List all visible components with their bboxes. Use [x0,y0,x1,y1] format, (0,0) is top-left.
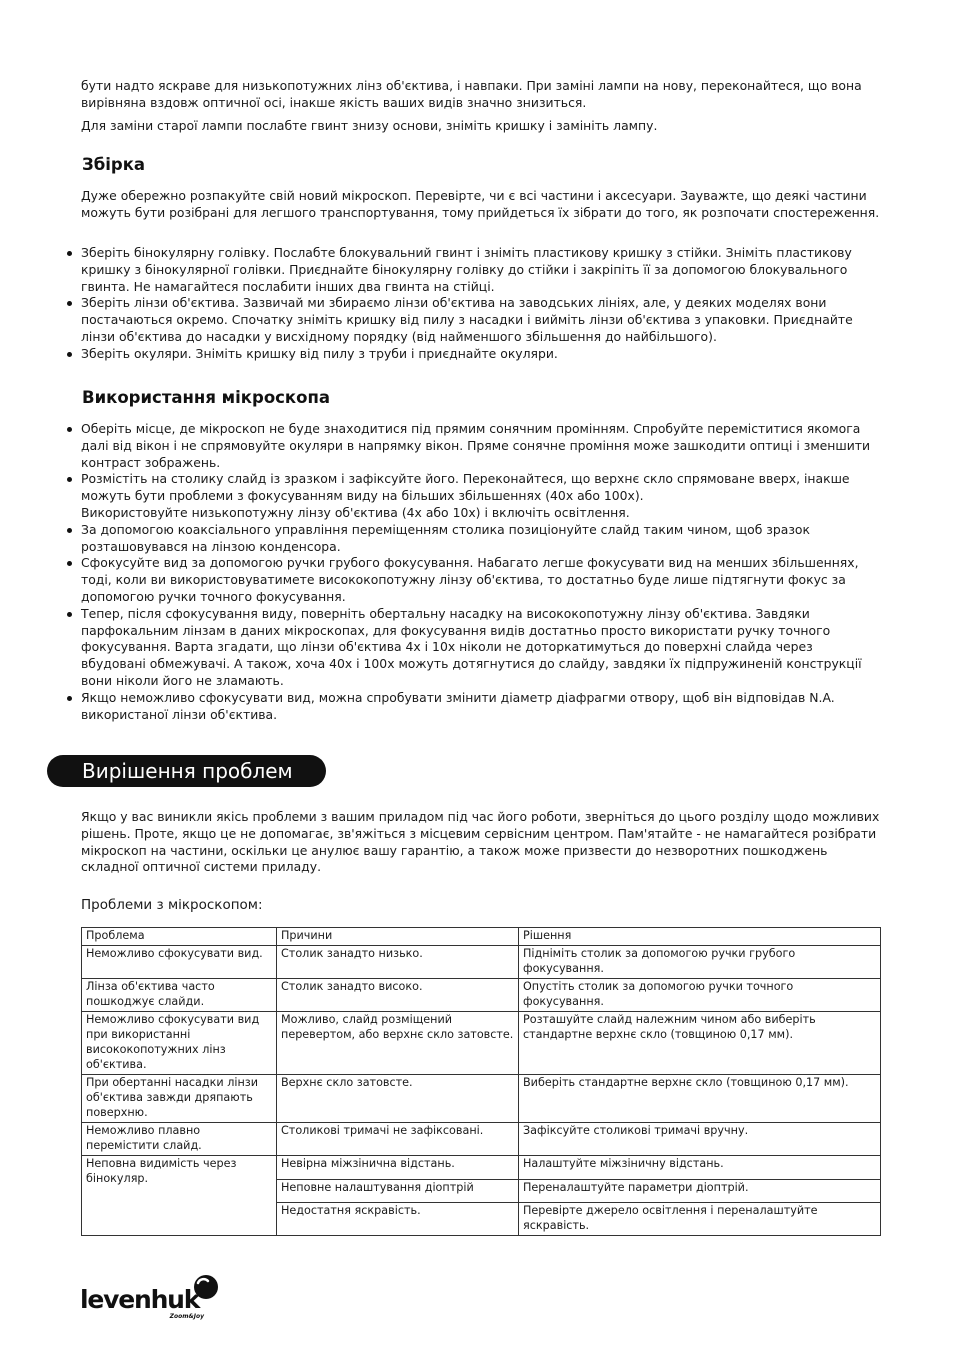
assembly-list [81,245,881,363]
table-row [82,946,881,979]
solution-cell: Зафіксуйте столикові тримачі вручну. [519,1123,881,1156]
header-cell: Рішення [519,928,881,946]
cause-cell: Недостатня яскравість. [277,1203,519,1236]
cause-cell: Столикові тримачі не зафіксовані. [277,1123,519,1156]
list-item: Розмістіть на столику слайд із зразком і зафіксуйте його. Переконайтеся, що верхнє скло спрямоване вверх, інакше можуть бути проблеми з фокусуванням виду на більших збільшеннях (40x або 100x). [81,471,881,505]
cause-cell: Невірна міжзінична відстань. [277,1156,519,1180]
assembly-paragraph: Дуже обережно розпакуйте свій новий мікроскоп. Перевірте, чи є всі частини і аксесуари. Зауважте, що деякі частини можуть бути розібрані для легшого транспортування, тому прийдеться їх зібрати до того, як розпочати спостереження. [81,188,880,220]
logo-wordmark: levenhuk [80,1285,200,1314]
problem-cell: Неможливо сфокусувати вид при використанні висококопотужних лінз об'єктива. [82,1012,277,1075]
cause-cell: Столик занадто низько. [277,946,519,979]
solution-cell: Підніміть столик за допомогою ручки грубого фокусування. [519,946,881,979]
usage-heading: Використання мікроскопа [82,388,330,407]
solution-cell: Переналаштуйте параметри діоптрій. [519,1180,881,1203]
troubleshooting-paragraph: Якщо у вас виникли якісь проблеми з вашим приладом під час його роботи, зверніться до цього розділу щодо можливих рішень. Проте, якщо це не допомагає, зв'яжіться з місцевим сервісним центром. Пам'ятайте - не намагайтеся розібрати мікроскоп на частини, оскільки це анулює вашу гарантію, а також може призвести до незворотних пошкоджень складної оптичної системи приладу. [81,809,880,875]
problem-cell: Неповна видимість через бінокуляр. [82,1156,277,1236]
table-row [82,1123,881,1156]
list-item: Якщо неможливо сфокусувати вид, можна спробувати змінити діаметр діафрагми отвору, щоб він відповідав N.A. використаної лінзи об'єктива. [81,690,881,724]
cause-cell: Можливо, слайд розміщений перевертом, або верхнє скло затовсте. [277,1012,519,1075]
section-banner: Вирішення проблем [47,755,326,787]
levenhuk-logo [80,1272,225,1324]
problem-cell: Неможливо плавно перемістити слайд. [82,1123,277,1156]
list-item: Тепер, після сфокусування виду, поверніть обертальну насадку на висококопотужну лінзу об'єктива. Завдяки парфокальним лінзам в даних мікроскопах, для фокусування видів достатньо просто використати ручку точного фокусування. Варта згадати, що лінзи об'єктива 4x і 10x ніколи не доторкатимуться до поверхні слайда через вбудовані обмежувачі. А також, хоча 40x і 100x можуть дотягнутися до слайду, завдяки їх підпружиненій конструкції вони ніколи його не зламають. [81,606,881,690]
header-cell: Причини [277,928,519,946]
solution-cell: Перевірте джерело освітлення і переналаштуйте яскравість. [519,1203,881,1236]
cause-cell: Верхнє скло затовсте. [277,1075,519,1123]
list-item-text: Використовуйте низькопотужну лінзу об'єктива (4x або 10x) і включіть освітлення. [81,504,630,520]
problem-cell: Неможливо сфокусувати вид. [82,946,277,979]
table-header-row [82,928,881,946]
list-item-continuation [81,505,881,522]
logo-tagline: Zoom&Joy [169,1313,204,1320]
list-item: Оберіть місце, де мікроскоп не буде знаходитися під прямим сонячним промінням. Спробуйте переміститися якомога далі від вікон і не спрямовуйте окуляри в напрямку вікон. Пряме сонячне проміння може зашкодити оптиці і зменшити контраст зображень. [81,421,881,471]
intro-paragraph-1: бути надто яскраве для низькопотужних лінз об'єктива, і навпаки. При заміні лампи на нову, переконайтеся, що вона вирівняна вздовж оптичної осі, інакше якість ваших видів значно знизиться. [81,78,862,110]
list-item: Зберіть лінзи об'єктива. Зазвичай ми збираємо лінзи об'єктива на заводських лініях, але, у деяких моделях вони постачаються окремо. Спочатку зніміть кришку від пилу з насадки і вийміть лінзи об'єктива з упаковки. Приєднайте лінзи об'єктива до насадки у висхідному порядку (від найменшого збільшення до найбільшого). [81,295,881,345]
cause-cell: Неповне налаштування діоптрій [277,1180,519,1203]
table-row [82,1156,881,1180]
table-row [82,1075,881,1123]
list-item: Сфокусуйте вид за допомогою ручки грубого фокусування. Набагато легше фокусувати вид на менших збільшеннях, тоді, коли ви використовуватимете висококопотужну лінзу об'єктива, то достатньо буде лише підтягнути фокус за допомогою ручки точного фокусування. [81,555,881,605]
list-item: Зберіть окуляри. Зніміть кришку від пилу з труби і приєднайте окуляри. [81,346,881,363]
table-row [82,979,881,1012]
table-caption: Проблеми з мікроскопом: [81,897,263,913]
header-cell: Проблема [82,928,277,946]
solution-cell: Опустіть столик за допомогою ручки точного фокусування. [519,979,881,1012]
list-item: За допомогою коаксіального управління переміщенням столика позиціонуйте слайд таким чином, щоб зразок розташовувався на лінзою конденсора. [81,522,881,556]
cause-cell: Столик занадто високо. [277,979,519,1012]
intro-paragraph-2: Для заміни старої лампи послабте гвинт знизу основи, зніміть кришку і замініть лампу. [81,118,658,133]
problem-cell: Лінза об'єктива часто пошкоджує слайди. [82,979,277,1012]
solution-cell: Виберіть стандартне верхнє скло (товщиною 0,17 мм). [519,1075,881,1123]
list-item: Зберіть бінокулярну голівку. Послабте блокувальний гвинт і зніміть пластикову кришку з стійки. Зніміть пластикову кришку з бінокулярної голівки. Приєднайте бінокулярну голівку до стійки і закріпіть її за допомогою блокувального гвинта. Не намагайтеся послабити інших два гвинта на стійці. [81,245,881,295]
solution-cell: Розташуйте слайд належним чином або виберіть стандартне верхнє скло (товщиною 0,17 мм). [519,1012,881,1075]
problem-cell: При обертанні насадки лінзи об'єктива завжди дряпають поверхню. [82,1075,277,1123]
table-row [82,1012,881,1075]
usage-list [81,421,881,723]
assembly-heading: Збірка [82,155,146,174]
problems-table [81,927,881,1236]
solution-cell: Налаштуйте міжзіничну відстань. [519,1156,881,1180]
